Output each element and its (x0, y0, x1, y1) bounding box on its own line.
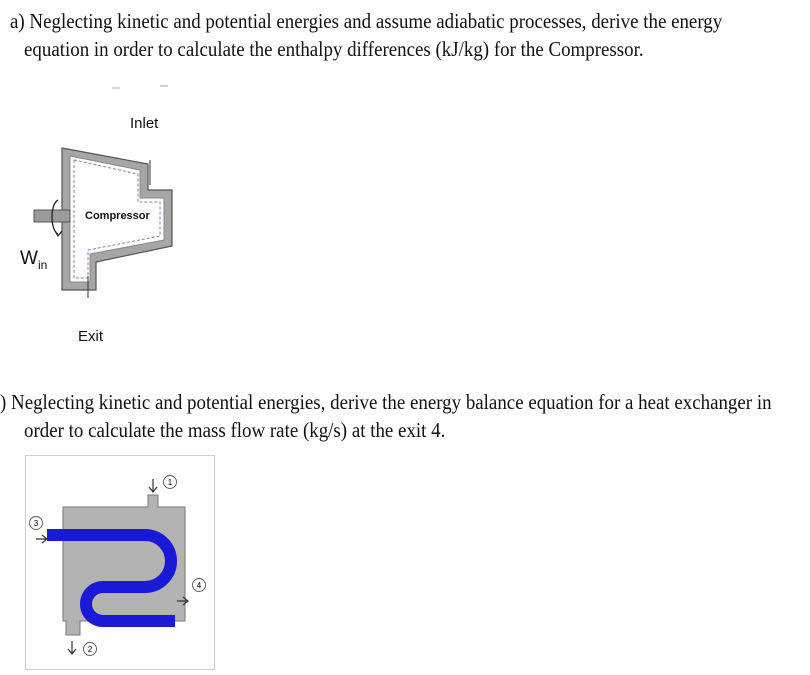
svg-text:3: 3 (33, 519, 39, 528)
question-a-line-1: a) Neglecting kinetic and potential energies and assume adiabatic processes, derive the energy (10, 9, 723, 33)
compressor-label: Compressor (85, 210, 150, 222)
svg-text:4: 4 (196, 581, 202, 590)
work-input-label: $W_{in}$ (20, 248, 48, 272)
question-b-line-1: ) Neglecting kinetic and potential energies, derive the energy balance equation for a heat exchanger in (0, 390, 772, 414)
inlet-label: Inlet (130, 115, 159, 132)
question-a-line-2: equation in order to calculate the enthalpy differences (kJ/kg) for the Compressor. (24, 37, 644, 61)
question-b-line-2: order to calculate the mass flow rate (kg/s) at the exit 4. (24, 418, 446, 442)
exit-label: Exit (78, 328, 104, 345)
svg-text:1: 1 (167, 478, 173, 487)
svg-text:2: 2 (87, 645, 93, 654)
heat-exchanger-diagram (25, 455, 215, 670)
